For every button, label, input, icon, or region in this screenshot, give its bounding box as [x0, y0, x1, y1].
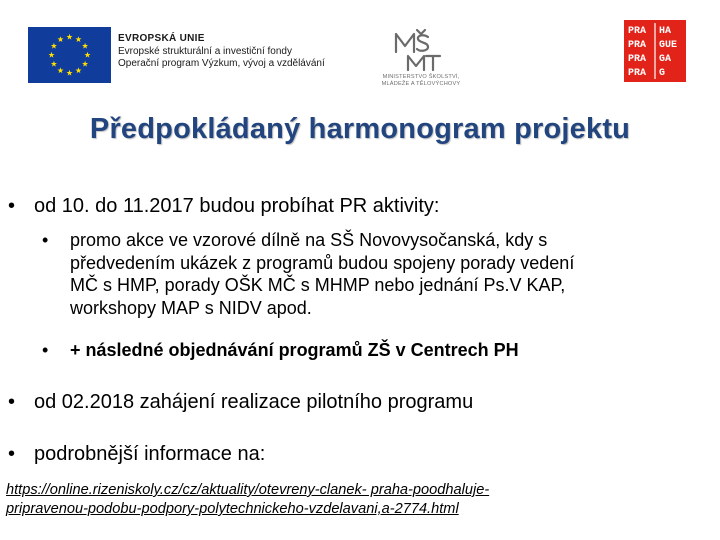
eu-star-icon: [57, 67, 63, 73]
msmt-caption-line1: MINISTERSTVO ŠKOLSTVÍ,: [382, 74, 460, 80]
eu-star-icon: [48, 52, 54, 58]
subbullet-line: MČ s HMP, porady OŠK MČ s MHMP nebo jednání Ps.V KAP,: [70, 275, 566, 295]
eu-stars-icon: [28, 27, 111, 83]
eu-star-icon: [82, 43, 88, 49]
info-link-line1[interactable]: https://online.rizeniskoly.cz/cz/aktuality/otevreny-clanek- praha-poodhaluje-: [6, 482, 490, 498]
bullet-text: od 02.2018 zahájení realizace pilotního programu: [34, 391, 474, 413]
bullet-dot-icon: •: [8, 391, 16, 413]
eu-star-icon: [75, 36, 81, 42]
bullet-text: od 10. do 11.2017 budou probíhat PR aktivity: [34, 195, 434, 217]
eu-star-icon: [66, 34, 72, 40]
subbullet-line: promo akce ve vzorové dílně na SŠ Novovysočanská, kdy s: [70, 230, 548, 250]
logo-bar: [0, 0, 720, 110]
eu-star-icon: [84, 52, 90, 58]
subbullet-line: předvedením ukázek z programů budou spojeny porady vedení: [70, 252, 575, 273]
eu-logo-line1: EVROPSKÁ UNIE: [118, 33, 205, 44]
bullet-dot-icon: •: [8, 195, 16, 217]
praha-logo-cell: G: [659, 68, 666, 79]
info-link-line2[interactable]: pripravenou-podobu-podpory-polytechnickeho-vzdelavani,a-2774.html: [6, 501, 459, 517]
msmt-caption: [362, 74, 480, 88]
msmt-mark-icon: [362, 26, 480, 74]
eu-logo-line2: Evropské strukturální a investiční fondy: [118, 45, 292, 57]
bullet-more-info: [8, 442, 266, 466]
bullet-pilot-program: [8, 390, 474, 414]
eu-star-icon: [66, 70, 72, 76]
eu-star-icon: [57, 36, 63, 42]
bullet-pr-activities: [8, 194, 440, 218]
eu-star-icon: [51, 43, 57, 49]
subbullet-ordering: [42, 339, 519, 362]
subbullet-line: + následné objednávání programů ZŠ v Centrech PH: [70, 340, 519, 360]
eu-logo-line3: Operační program Výzkum, vývoj a vzdělávání: [118, 58, 325, 69]
eu-star-icon: [82, 61, 88, 67]
praha-logo-cell: PRA: [628, 26, 647, 37]
bullet-text-suffix: :: [433, 195, 440, 217]
praha-logo-cell: PRA: [628, 68, 647, 79]
praha-logo: [624, 20, 686, 82]
praha-logo-grid: [624, 20, 686, 82]
eu-flag-logo: [28, 27, 111, 83]
msmt-caption-line2: MLÁDEŽE A TĚLOVÝCHOVY: [381, 81, 461, 87]
praha-logo-cell: GUE: [659, 40, 678, 51]
subbullet-dot-icon: •: [42, 230, 49, 250]
info-link[interactable]: [6, 481, 706, 519]
subbullet-line: workshopy MAP s NIDV apod.: [70, 297, 312, 318]
eu-star-icon: [75, 67, 81, 73]
subbullet-dot-icon: •: [42, 340, 49, 360]
subbullet-promo-action: [42, 229, 575, 319]
bullet-text: podrobnější informace na:: [34, 443, 266, 465]
bullet-dot-icon: •: [8, 443, 16, 465]
eu-logo-text: [118, 33, 358, 71]
eu-star-icon: [51, 61, 57, 67]
praha-logo-cell: PRA: [628, 40, 647, 51]
praha-logo-cell: HA: [659, 26, 672, 37]
slide-title: Předpokládaný harmonogram projektu: [89, 113, 631, 145]
praha-logo-cell: PRA: [628, 54, 647, 65]
praha-logo-cell: GA: [659, 54, 672, 65]
